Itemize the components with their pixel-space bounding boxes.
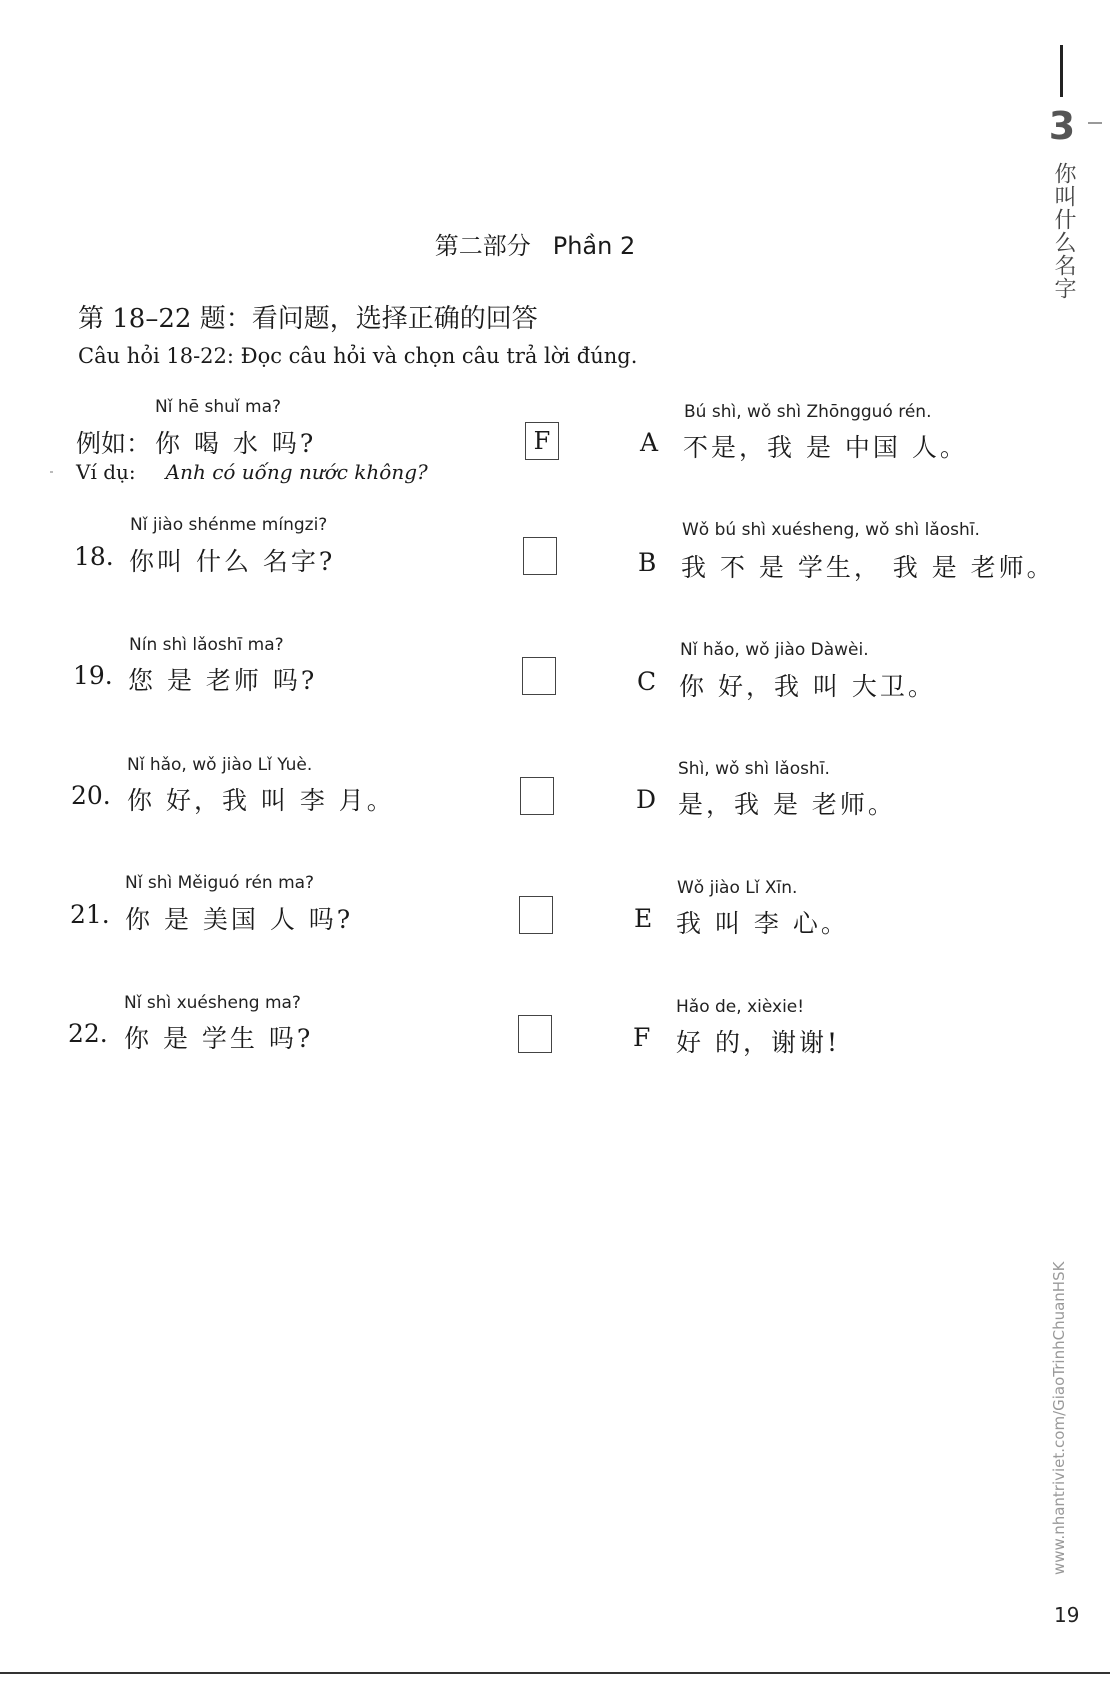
question-text: 您 是 老师 吗?: [128, 666, 318, 695]
answer-box-20[interactable]: [520, 777, 554, 815]
instructions-zh: 第 18–22 题：看问题，选择正确的回答: [78, 304, 538, 334]
instructions-vi: Câu hỏi 18-22: Đọc câu hỏi và chọn câu trả lời đúng.: [78, 344, 638, 368]
bottom-rule: [0, 1672, 1110, 1674]
option-pinyin: Bú shì, wǒ shì Zhōngguó rén.: [684, 402, 932, 422]
question-text: 你 好，我 叫 李 月。: [127, 786, 395, 815]
question-number: 22.: [68, 1019, 108, 1048]
answer-box-22[interactable]: [518, 1015, 552, 1053]
option-text: 好 的，谢谢!: [676, 1028, 840, 1057]
option-letter: D: [636, 785, 657, 814]
question-text: 你叫 什么 名字?: [129, 547, 336, 576]
question-number: 19.: [73, 661, 113, 690]
question-text: 你 是 学生 吗?: [124, 1024, 314, 1053]
answer-box-18[interactable]: [523, 537, 557, 575]
chapter-title: 你叫什么名字: [1051, 162, 1076, 300]
option-letter: F: [633, 1023, 651, 1052]
option-text: 是，我 是 老师。: [678, 790, 896, 819]
example-answer-box: F: [525, 422, 559, 460]
example-question: 你 喝 水 吗?: [155, 429, 317, 458]
question-pinyin: Nín shì lǎoshī ma?: [129, 635, 284, 655]
section-title-zh: 第二部分: [434, 232, 531, 260]
question-number: 20.: [71, 781, 111, 810]
example-label: 例如：: [76, 429, 152, 458]
question-pinyin: Nǐ hǎo, wǒ jiào Lǐ Yuè.: [127, 755, 313, 775]
side-rule: [1060, 45, 1063, 97]
question-pinyin: Nǐ shì Měiguó rén ma?: [125, 873, 315, 893]
question-number: 18.: [74, 542, 114, 571]
example-pinyin: Nǐ hē shuǐ ma?: [155, 397, 282, 417]
option-pinyin: Hǎo de, xièxie!: [676, 997, 805, 1017]
example-translation-row: [76, 460, 428, 484]
option-letter: E: [634, 904, 653, 933]
option-text: 我 叫 李 心。: [676, 909, 849, 938]
answer-box-19[interactable]: [522, 657, 556, 695]
option-pinyin: Shì, wǒ shì lǎoshī.: [678, 759, 830, 779]
question-number: 21.: [70, 900, 110, 929]
question-pinyin: Nǐ jiào shénme míngzi?: [130, 515, 328, 535]
page-number: 19: [1054, 1603, 1080, 1627]
margin-mark: [50, 471, 53, 473]
option-letter: B: [638, 548, 657, 577]
chapter-number: 3: [1048, 104, 1076, 148]
question-text: 你 是 美国 人 吗?: [125, 905, 354, 934]
website-url: www.nhantriviet.com/GiaoTrinhChuanHSK: [1050, 1261, 1068, 1575]
option-pinyin: Wǒ jiào Lǐ Xīn.: [677, 878, 798, 898]
option-text: 你 好，我 叫 大卫。: [679, 672, 936, 701]
section-heading: [0, 226, 1070, 261]
answer-box-21[interactable]: [519, 896, 553, 934]
side-dash: [1088, 122, 1102, 124]
example-translation-label: Ví dụ:: [76, 460, 136, 484]
option-letter: C: [637, 667, 657, 696]
option-text: 不是，我 是 中国 人。: [683, 433, 968, 462]
option-pinyin: Wǒ bú shì xuésheng, wǒ shì lǎoshī.: [682, 520, 980, 540]
question-pinyin: Nǐ shì xuésheng ma?: [124, 993, 301, 1013]
example-translation: Anh có uống nước không?: [165, 460, 428, 484]
option-text: 我 不 是 学生， 我 是 老师。: [681, 553, 1055, 582]
option-pinyin: Nǐ hǎo, wǒ jiào Dàwèi.: [680, 640, 869, 660]
section-title-vi: Phần 2: [552, 232, 636, 260]
option-letter: A: [640, 428, 659, 457]
